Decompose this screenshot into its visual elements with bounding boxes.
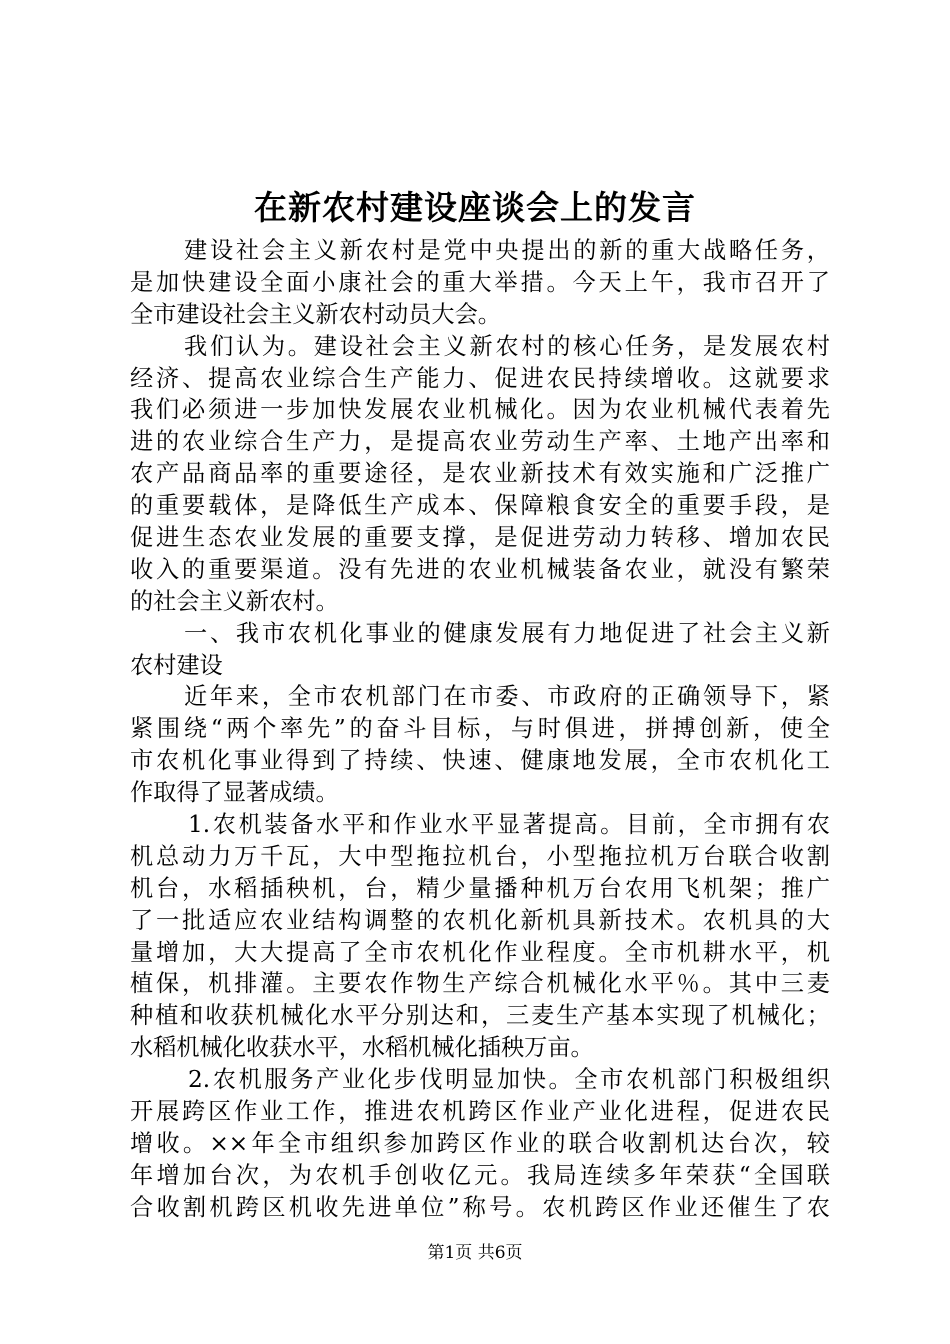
paragraph-line: 开展跨区作业工作，推进农机跨区作业产业化进程，促进农民 — [130, 1098, 830, 1126]
paragraph-line: 合收割机跨区机收先进单位”称号。农机跨区作业还催生了农 — [130, 1193, 830, 1221]
paragraph-line: 的重要载体，是降低生产成本、保障粮食安全的重要手段，是 — [130, 492, 830, 520]
paragraph-line: 机台，水稻插秧机，台，精少量播种机万台农用飞机架；推广 — [130, 874, 830, 902]
paragraph-line: 作取得了显著成绩。 — [130, 779, 339, 807]
paragraph-line: 促进生态农业发展的重要支撑，是促进劳动力转移、增加农民 — [130, 524, 830, 552]
paragraph-line: 收入的重要渠道。没有先进的农业机械装备农业，就没有繁荣 — [130, 555, 830, 583]
paragraph-line: 我们必须进一步加快发展农业机械化。因为农业机械代表着先 — [130, 396, 830, 424]
document-title: 在新农村建设座谈会上的发言 — [254, 188, 696, 227]
paragraph-line: 植保，机排灌。主要农作物生产综合机械化水平％。其中三麦 — [130, 970, 830, 998]
paragraph-line: 增收。××年全市组织参加跨区作业的联合收割机达台次，较 — [130, 1129, 830, 1157]
page-number-footer: 第1页 共6页 — [427, 1243, 523, 1263]
paragraph-line: 建设社会主义新农村是党中央提出的新的重大战略任务， — [184, 237, 830, 264]
paragraph-line: 全市建设社会主义新农村动员大会。 — [130, 300, 501, 328]
paragraph-line: 了一批适应农业结构调整的农机化新机具新技术。农机具的大 — [130, 906, 830, 934]
paragraph-line: 量增加，大大提高了全市农机化作业程度。全市机耕水平，机 — [130, 938, 830, 966]
paragraph-line: 是加快建设全面小康社会的重大举措。今天上午，我市召开了 — [130, 268, 830, 296]
paragraph-line: 经济、提高农业综合生产能力、促进农民持续增收。这就要求 — [130, 364, 830, 392]
section-heading-line: 一、我市农机化事业的健康发展有力地促进了社会主义新 — [184, 619, 830, 647]
paragraph-line: 年增加台次，为农机手创收亿元。我局连续多年荣获“全国联 — [130, 1161, 830, 1189]
paragraph-line: 水稻机械化收获水平，水稻机械化插秧万亩。 — [130, 1034, 594, 1062]
paragraph-line: 1.农机装备水平和作业水平显著提高。目前，全市拥有农 — [188, 811, 830, 839]
paragraph-line: 我们认为。建设社会主义新农村的核心任务，是发展农村 — [184, 332, 830, 360]
paragraph-line: 农产品商品率的重要途径，是农业新技术有效实施和广泛推广 — [130, 460, 830, 488]
paragraph-line: 进的农业综合生产力，是提高农业劳动生产率、土地产出率和 — [130, 428, 830, 456]
paragraph-line: 市农机化事业得到了持续、快速、健康地发展，全市农机化工 — [130, 747, 830, 775]
document-body — [130, 235, 830, 1224]
section-heading-line: 农村建设 — [130, 651, 223, 679]
paragraph-line: 的社会主义新农村。 — [130, 587, 339, 615]
paragraph-line: 紧围绕“两个率先”的奋斗目标，与时俱进，拼搏创新，使全 — [130, 715, 830, 743]
paragraph-line: 近年来，全市农机部门在市委、市政府的正确领导下，紧 — [184, 683, 830, 711]
paragraph-line: 2.农机服务产业化步伐明显加快。全市农机部门积极组织 — [188, 1066, 830, 1094]
paragraph-line: 机总动力万千瓦，大中型拖拉机台，小型拖拉机万台联合收割 — [130, 842, 830, 870]
paragraph-line: 种植和收获机械化水平分别达和，三麦生产基本实现了机械化； — [130, 1002, 830, 1030]
